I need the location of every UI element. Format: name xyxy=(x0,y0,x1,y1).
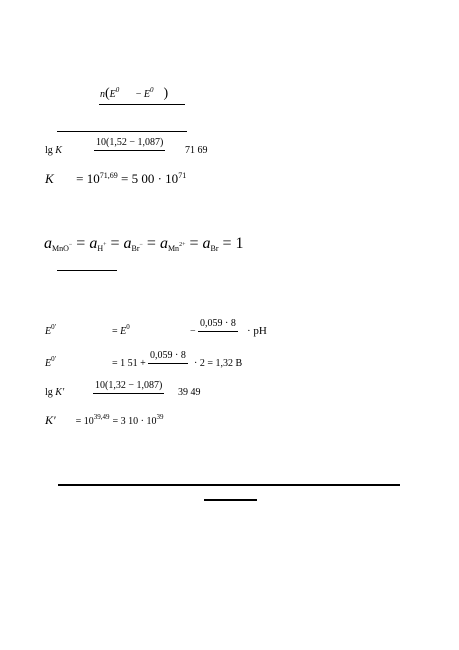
k-symbol: K xyxy=(55,145,62,156)
formal-value-fraction: 0,059 · 8 xyxy=(148,350,188,374)
e-symbol: E xyxy=(109,89,116,100)
equals-3: = xyxy=(146,235,156,252)
lg-k-prime-fraction: 10(1,32 − 1,087) xyxy=(93,380,164,404)
equals-2: = xyxy=(110,235,120,252)
e-sup-2: 0 xyxy=(150,86,154,94)
short-separator xyxy=(204,499,257,501)
e-symbol-2: E xyxy=(143,89,151,100)
sub-br: Br− xyxy=(131,242,143,253)
equals-1: = xyxy=(76,235,86,252)
a-symbol-2: a xyxy=(89,235,98,252)
lg-k-label xyxy=(45,146,62,156)
lg-k-result: 71 69 xyxy=(185,145,208,156)
k-exponent-2: 71 xyxy=(178,171,187,180)
k-symbol: K xyxy=(45,171,54,186)
underline-expression xyxy=(99,104,185,105)
k-exponent: 71,69 xyxy=(99,171,118,180)
formal-potential-minus: − xyxy=(190,326,196,337)
sub-mn: $Mn^{2+}$ xyxy=(167,242,186,253)
a-symbol: a xyxy=(44,235,52,252)
minus-sign: − xyxy=(135,89,142,100)
a-symbol-5: a xyxy=(202,235,211,252)
k-rest: = 5 00 · 10 xyxy=(121,171,179,186)
equals-sign: = xyxy=(76,171,84,186)
close-paren: ) xyxy=(163,86,169,101)
lg-k-numerator: 10(1,52 − 1,087) xyxy=(94,137,165,151)
open-paren: ( xyxy=(105,86,110,101)
fraction-bar xyxy=(57,131,187,132)
k-equation xyxy=(45,172,186,185)
formal-potential-rhs: = $E^0$ xyxy=(112,323,130,337)
one-value: 1 xyxy=(235,235,244,252)
activity-equation xyxy=(44,236,244,252)
lg-text: lg xyxy=(45,145,53,156)
e-sup: 0 xyxy=(115,86,120,94)
k-base: 10 xyxy=(86,171,100,186)
potential-difference-expression xyxy=(100,87,168,101)
lg-k-prime-result: 39 49 xyxy=(178,387,201,398)
formal-potential-fraction: 0,059 · 8 xyxy=(198,318,238,342)
separator-line xyxy=(58,484,400,486)
k-prime-equation: $K' = 10^{39,49} = 3$ $10 \cdot 10^{39}$ xyxy=(45,413,164,427)
sub-br2: Br xyxy=(210,244,219,253)
formal-value-lhs: $E^{0'}$ xyxy=(45,355,57,369)
lg-k-prime-label: lg K′ xyxy=(45,387,65,398)
formal-value-tail: · 2 = 1,32 B xyxy=(194,358,243,369)
a-symbol-4: a xyxy=(159,235,168,252)
sub-mno4: MnO− xyxy=(52,242,73,253)
formal-potential-lhs: $E^{0'}$ xyxy=(45,323,57,337)
formal-value-eq: = 1 51 + xyxy=(112,358,146,369)
ph-term: · pH xyxy=(247,325,267,337)
sub-h: H+ xyxy=(97,242,107,253)
equals-4: = xyxy=(189,235,199,252)
n-symbol: n xyxy=(100,89,105,100)
lg-k-fraction xyxy=(94,137,165,161)
a-symbol-3: a xyxy=(123,235,132,252)
short-underline xyxy=(57,270,117,271)
equals-5: = xyxy=(222,235,232,252)
